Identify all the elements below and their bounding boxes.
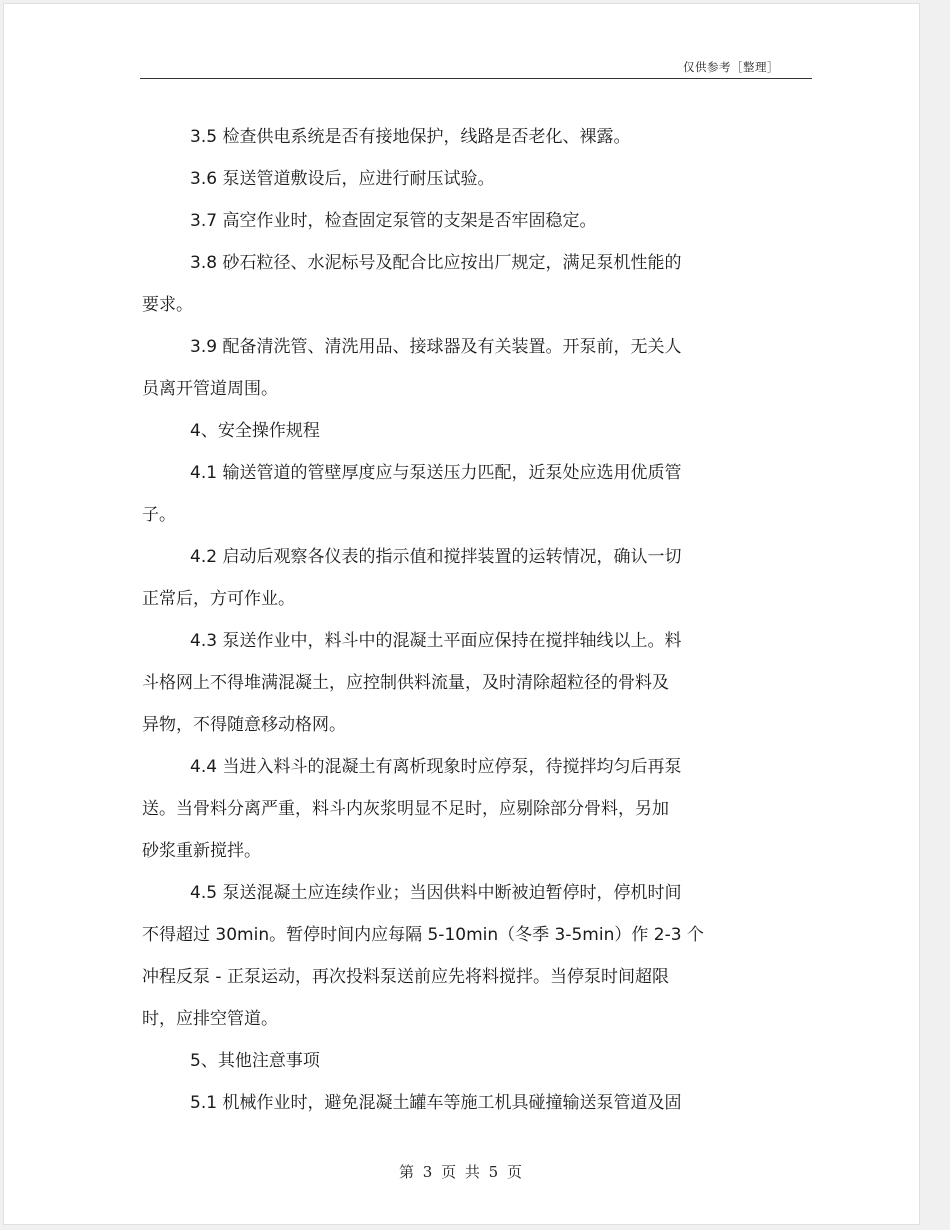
paragraph-line: 5、其他注意事项 [190,1051,320,1071]
paragraph-line: 3.6 泵送管道敷设后，应进行耐压试验。 [190,169,495,189]
paragraph [142,326,822,410]
paragraph-line: 正常后，方可作业。 [142,589,295,609]
document-body [142,116,822,1124]
paragraph-line: 4.2 启动后观察各仪表的指示值和搅拌装置的运转情况，确认一切 [190,547,682,567]
paragraph [142,872,822,1040]
paragraph [142,158,822,200]
paragraph [142,536,822,620]
paragraph-line: 不得超过 30min。暂停时间内应每隔 5-10min（冬季 3-5min）作 2-3 个 [142,925,704,945]
paragraph-line: 3.5 检查供电系统是否有接地保护，线路是否老化、裸露。 [190,127,631,147]
paragraph [142,1040,822,1082]
paragraph-line: 送。当骨料分离严重，料斗内灰浆明显不足时，应剔除部分骨料，另加 [142,799,669,819]
paragraph [142,410,822,452]
paragraph [142,620,822,746]
paragraph-line: 子。 [142,505,176,525]
document-page [3,3,920,1225]
paragraph [142,116,822,158]
paragraph-line: 3.9 配备清洗管、清洗用品、接球器及有关装置。开泵前，无关人 [190,337,682,357]
paragraph-line: 3.8 砂石粒径、水泥标号及配合比应按出厂规定，满足泵机性能的 [190,253,682,273]
paragraph-line: 3.7 高空作业时，检查固定泵管的支架是否牢固稳定。 [190,211,597,231]
paragraph [142,200,822,242]
paragraph-line: 要求。 [142,295,193,315]
paragraph-line: 5.1 机械作业时，避免混凝土罐车等施工机具碰撞输送泵管道及固 [190,1093,682,1113]
paragraph [142,452,822,536]
header-divider [140,78,812,79]
paragraph-line: 员离开管道周围。 [142,379,278,399]
paragraph-line: 时，应排空管道。 [142,1009,278,1029]
header-label: 仅供参考［整理］ [683,60,779,74]
paragraph-line: 4.4 当进入料斗的混凝土有离析现象时应停泵，待搅拌均匀后再泵 [190,757,682,777]
paragraph-line: 冲程反泵 - 正泵运动，再次投料泵送前应先将料搅拌。当停泵时间超限 [142,967,669,987]
paragraph-line: 砂浆重新搅拌。 [142,841,261,861]
paragraph-line: 4.5 泵送混凝土应连续作业；当因供料中断被迫暂停时，停机时间 [190,883,682,903]
paragraph-line: 4.3 泵送作业中，料斗中的混凝土平面应保持在搅拌轴线以上。料 [190,631,682,651]
paragraph [142,1082,822,1124]
page-footer: 第 3 页 共 5 页 [399,1163,524,1181]
paragraph [142,746,822,872]
paragraph-line: 4、安全操作规程 [190,421,320,441]
paragraph [142,242,822,326]
paragraph-line: 斗格网上不得堆满混凝土，应控制供料流量，及时清除超粒径的骨料及 [142,673,669,693]
paragraph-line: 异物，不得随意移动格网。 [142,715,346,735]
paragraph-line: 4.1 输送管道的管壁厚度应与泵送压力匹配，近泵处应选用优质管 [190,463,682,483]
